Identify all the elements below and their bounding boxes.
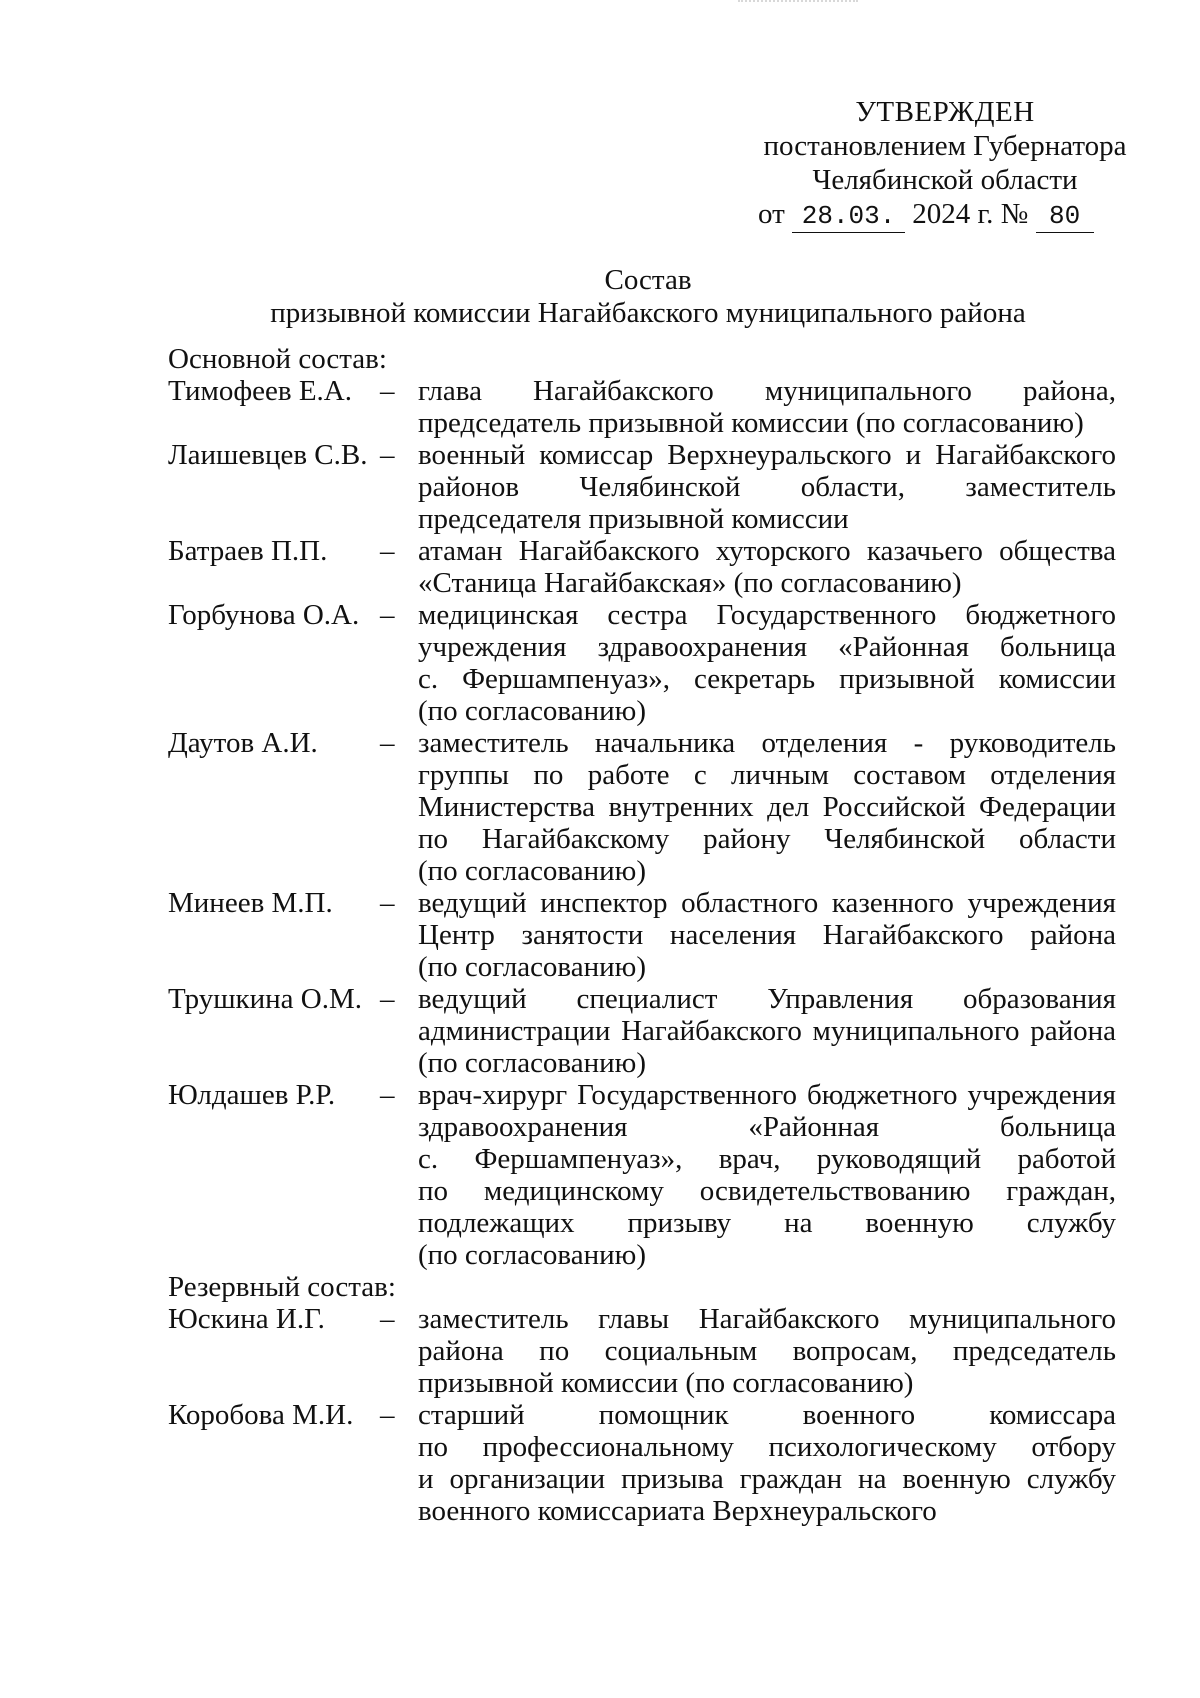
handwritten-number: 80 bbox=[1036, 200, 1094, 233]
member-role-line: группы по работе с личным составом отделения bbox=[418, 759, 1116, 791]
member-name: Юскина И.Г. bbox=[168, 1303, 325, 1335]
approval-date-line bbox=[745, 198, 1145, 232]
member-role-line: Центр занятости населения Нагайбакского района bbox=[418, 919, 1116, 951]
member-row bbox=[168, 375, 1116, 439]
member-role-line: ведущий инспектор областного казенного учреждения bbox=[418, 887, 1116, 919]
scan-artifact bbox=[738, 0, 858, 10]
member-dash: – bbox=[380, 983, 395, 1015]
approval-stamp bbox=[745, 96, 1145, 232]
reserve-member-list bbox=[168, 1303, 1116, 1527]
member-role-line: и организации призыва граждан на военную службу bbox=[418, 1463, 1116, 1495]
member-row bbox=[168, 1079, 1116, 1271]
member-dash: – bbox=[380, 599, 395, 631]
member-role-line: Министерства внутренних дел Российской Федерации bbox=[418, 791, 1116, 823]
member-role-line: по медицинскому освидетельствованию граждан, bbox=[418, 1175, 1116, 1207]
member-role-line: призывной комиссии (по согласованию) bbox=[418, 1367, 914, 1399]
member-role bbox=[418, 887, 1116, 983]
member-role-line: администрации Нагайбакского муниципального района bbox=[418, 1015, 1116, 1047]
member-role bbox=[418, 535, 1116, 599]
member-role-line: (по согласованию) bbox=[418, 951, 646, 983]
member-role bbox=[418, 1303, 1116, 1399]
member-role-line: старший помощник военного комиссара bbox=[418, 1399, 1116, 1431]
approval-title: УТВЕРЖДЕН bbox=[855, 96, 1035, 128]
main-section-label: Основной состав: bbox=[168, 343, 387, 375]
member-role-line: по Нагайбакскому району Челябинской области bbox=[418, 823, 1116, 855]
member-name: Юлдашев Р.Р. bbox=[168, 1079, 336, 1111]
year-number-label: 2024 г. № bbox=[912, 198, 1029, 230]
member-dash: – bbox=[380, 1399, 395, 1431]
member-dash: – bbox=[380, 439, 395, 471]
member-role-line: глава Нагайбакского муниципального района, bbox=[418, 375, 1116, 407]
member-name: Даутов А.И. bbox=[168, 727, 318, 759]
approval-line-2: Челябинской области bbox=[812, 164, 1078, 196]
member-row bbox=[168, 599, 1116, 727]
member-role-line: (по согласованию) bbox=[418, 1239, 646, 1271]
member-role bbox=[418, 599, 1116, 727]
member-row bbox=[168, 727, 1116, 887]
member-role-line: атаман Нагайбакского хуторского казачьего общества bbox=[418, 535, 1116, 567]
member-role bbox=[418, 1399, 1116, 1527]
member-role bbox=[418, 727, 1116, 887]
member-name: Лаишевцев С.В. bbox=[168, 439, 368, 471]
member-role-line: учреждения здравоохранения «Районная больница bbox=[418, 631, 1116, 663]
member-name: Тимофеев Е.А. bbox=[168, 375, 352, 407]
member-role bbox=[418, 439, 1116, 535]
member-role-line: с. Фершампенуаз», секретарь призывной комиссии bbox=[418, 663, 1116, 695]
member-role-line: района по социальным вопросам, председатель bbox=[418, 1335, 1116, 1367]
member-role-line: подлежащих призыву на военную службу bbox=[418, 1207, 1116, 1239]
member-dash: – bbox=[380, 375, 395, 407]
member-role-line: ведущий специалист Управления образования bbox=[418, 983, 1116, 1015]
member-name: Минеев М.П. bbox=[168, 887, 333, 919]
member-role-line: (по согласованию) bbox=[418, 1047, 646, 1079]
member-role-line: по профессиональному психологическому отбору bbox=[418, 1431, 1116, 1463]
member-role-line: «Станица Нагайбакская» (по согласованию) bbox=[418, 567, 962, 599]
member-dash: – bbox=[380, 535, 395, 567]
member-role-line: здравоохранения «Районная больница bbox=[418, 1111, 1116, 1143]
member-role-line: заместитель начальника отделения - руководитель bbox=[418, 727, 1116, 759]
member-role-line: медицинская сестра Государственного бюджетного bbox=[418, 599, 1116, 631]
member-role bbox=[418, 1079, 1116, 1271]
member-row bbox=[168, 983, 1116, 1079]
member-row bbox=[168, 1399, 1116, 1527]
member-role-line: (по согласованию) bbox=[418, 855, 646, 887]
member-role-line: заместитель главы Нагайбакского муниципального bbox=[418, 1303, 1116, 1335]
member-name: Батраев П.П. bbox=[168, 535, 328, 567]
member-role bbox=[418, 375, 1116, 439]
main-member-list bbox=[168, 375, 1116, 1271]
member-name: Коробова М.И. bbox=[168, 1399, 354, 1431]
document-heading bbox=[168, 264, 1128, 330]
member-dash: – bbox=[380, 727, 395, 759]
member-role-line: председателя призывной комиссии bbox=[418, 503, 849, 535]
member-name: Трушкина О.М. bbox=[168, 983, 363, 1015]
member-row bbox=[168, 439, 1116, 535]
date-prefix: от bbox=[758, 198, 785, 230]
member-role-line: врач-хирург Государственного бюджетного учреждения bbox=[418, 1079, 1116, 1111]
approval-line-1: постановлением Губернатора bbox=[763, 130, 1127, 162]
member-role bbox=[418, 983, 1116, 1079]
member-dash: – bbox=[380, 1079, 395, 1111]
member-row bbox=[168, 1303, 1116, 1399]
member-dash: – bbox=[380, 1303, 395, 1335]
member-name: Горбунова О.А. bbox=[168, 599, 360, 631]
member-role-line: военный комиссар Верхнеуральского и Нагайбакского bbox=[418, 439, 1116, 471]
heading-subtitle: призывной комиссии Нагайбакского муниципального района bbox=[270, 297, 1026, 329]
member-role-line: (по согласованию) bbox=[418, 695, 646, 727]
member-row bbox=[168, 887, 1116, 983]
commission-roster bbox=[168, 343, 1116, 1527]
member-role-line: председатель призывной комиссии (по согласованию) bbox=[418, 407, 1084, 439]
member-role-line: военного комиссариата Верхнеуральского bbox=[418, 1495, 937, 1527]
member-role-line: районов Челябинской области, заместитель bbox=[418, 471, 1116, 503]
member-row bbox=[168, 535, 1116, 599]
member-role-line: с. Фершампенуаз», врач, руководящий работой bbox=[418, 1143, 1116, 1175]
reserve-section-label: Резервный состав: bbox=[168, 1271, 396, 1303]
heading-title: Состав bbox=[604, 264, 692, 296]
handwritten-date: 28.03. bbox=[792, 200, 905, 233]
member-dash: – bbox=[380, 887, 395, 919]
